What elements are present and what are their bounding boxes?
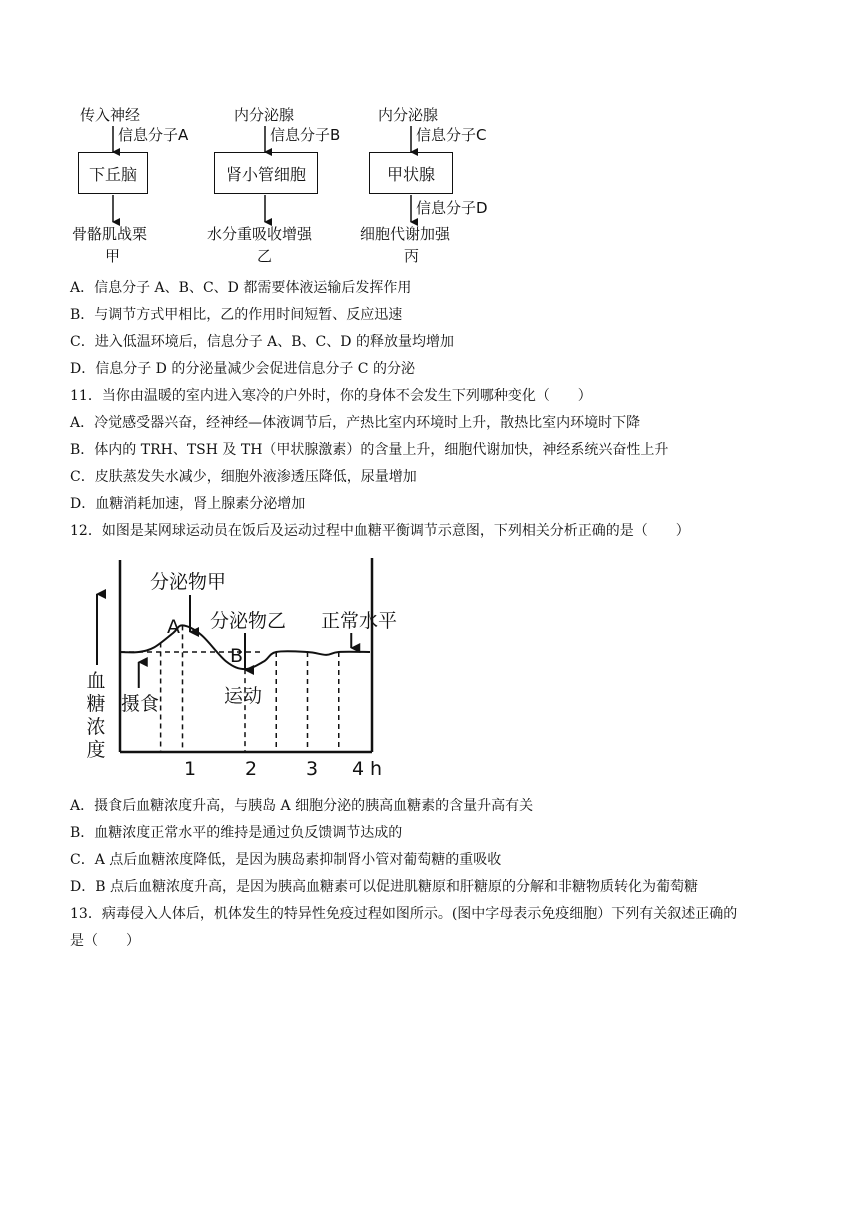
q10-option-c: C．进入低温环境后，信息分子 A、B、C、D 的释放量均增加 xyxy=(70,334,454,350)
q13-stem-line1: 13．病毒侵入人体后，机体发生的特异性免疫过程如图所示。(图中字母表示免疫细胞）下列有关叙述正确的 xyxy=(70,906,738,922)
x-tick-4: 4 xyxy=(352,758,365,780)
tag-label-3: 丙 xyxy=(404,247,420,265)
q12-option-d: D．B 点后血糖浓度升高，是因为胰高血糖素可以促进肌糖原和肝糖原的分解和非糖物质转化为葡萄糖 xyxy=(70,879,698,895)
point-label-a: A xyxy=(167,616,180,638)
q10-option-d: D．信息分子 D 的分泌量减少会促进信息分子 C 的分泌 xyxy=(70,361,415,377)
q11-option-d: D．血糖消耗加速，肾上腺素分泌增加 xyxy=(70,496,306,512)
source-label-3: 内分泌腺 xyxy=(378,106,439,124)
label-exercise: 运动 xyxy=(224,685,263,707)
source-label-1: 传入神经 xyxy=(80,106,141,124)
q11-stem: 11．当你由温暖的室内进入寒冷的户外时，你的身体不会发生下列哪种变化（ ） xyxy=(70,388,592,404)
q11-option-a: A．冷觉感受器兴奋，经神经—体液调节后，产热比室内环境时上升，散热比室内环境时下降 xyxy=(70,415,641,431)
q12-option-b: B．血糖浓度正常水平的维持是通过负反馈调节达成的 xyxy=(70,825,403,841)
label-normal-level: 正常水平 xyxy=(321,610,398,632)
q12-option-a: A．摄食后血糖浓度升高，与胰岛 A 细胞分泌的胰高血糖素的含量升高有关 xyxy=(70,798,534,814)
tag-label-2: 乙 xyxy=(257,247,273,265)
x-axis-unit: h xyxy=(370,758,383,780)
signal-label-1: 信息分子A xyxy=(118,126,189,144)
y-axis-label: 血 糖 浓 度 xyxy=(86,670,106,761)
result-label-3: 细胞代谢加强 xyxy=(360,225,451,243)
point-label-b: B xyxy=(230,645,244,667)
result-label-2: 水分重吸收增强 xyxy=(207,225,313,243)
x-tick-3: 3 xyxy=(306,758,319,780)
source-label-2: 内分泌腺 xyxy=(234,106,295,124)
box-thyroid: 甲状腺 xyxy=(369,152,453,194)
signal-label-4: 信息分子D xyxy=(416,199,488,217)
signal-label-3: 信息分子C xyxy=(416,126,487,144)
q10-option-b: B．与调节方式甲相比，乙的作用时间短暂、反应迅速 xyxy=(70,307,403,323)
q11-option-c: C．皮肤蒸发失水减少，细胞外液渗透压降低，尿量增加 xyxy=(70,469,417,485)
result-label-1: 骨骼肌战栗 xyxy=(72,225,148,243)
x-tick-1: 1 xyxy=(184,758,197,780)
q11-option-b: B．体内的 TRH、TSH 及 TH（甲状腺激素）的含量上升，细胞代谢加快，神经系统兴奋性上升 xyxy=(70,442,669,458)
label-secretion-b: 分泌物乙 xyxy=(210,610,287,632)
tag-label-1: 甲 xyxy=(105,247,121,265)
box-hypothalamus: 下丘脑 xyxy=(78,152,148,194)
x-tick-2: 2 xyxy=(245,758,258,780)
q12-stem: 12．如图是某网球运动员在饭后及运动过程中血糖平衡调节示意图，下列相关分析正确的是（ ） xyxy=(70,523,690,539)
signal-label-2: 信息分子B xyxy=(270,126,341,144)
q10-option-a: A．信息分子 A、B、C、D 都需要体液运输后发挥作用 xyxy=(70,280,412,296)
label-secretion-a: 分泌物甲 xyxy=(150,571,227,593)
q13-stem-line2: 是（ ） xyxy=(70,933,140,949)
label-eating: 摄食 xyxy=(121,693,160,715)
box-kidney-tubule: 肾小管细胞 xyxy=(214,152,318,194)
q12-option-c: C．A 点后血糖浓度降低，是因为胰岛素抑制肾小管对葡萄糖的重吸收 xyxy=(70,852,502,868)
